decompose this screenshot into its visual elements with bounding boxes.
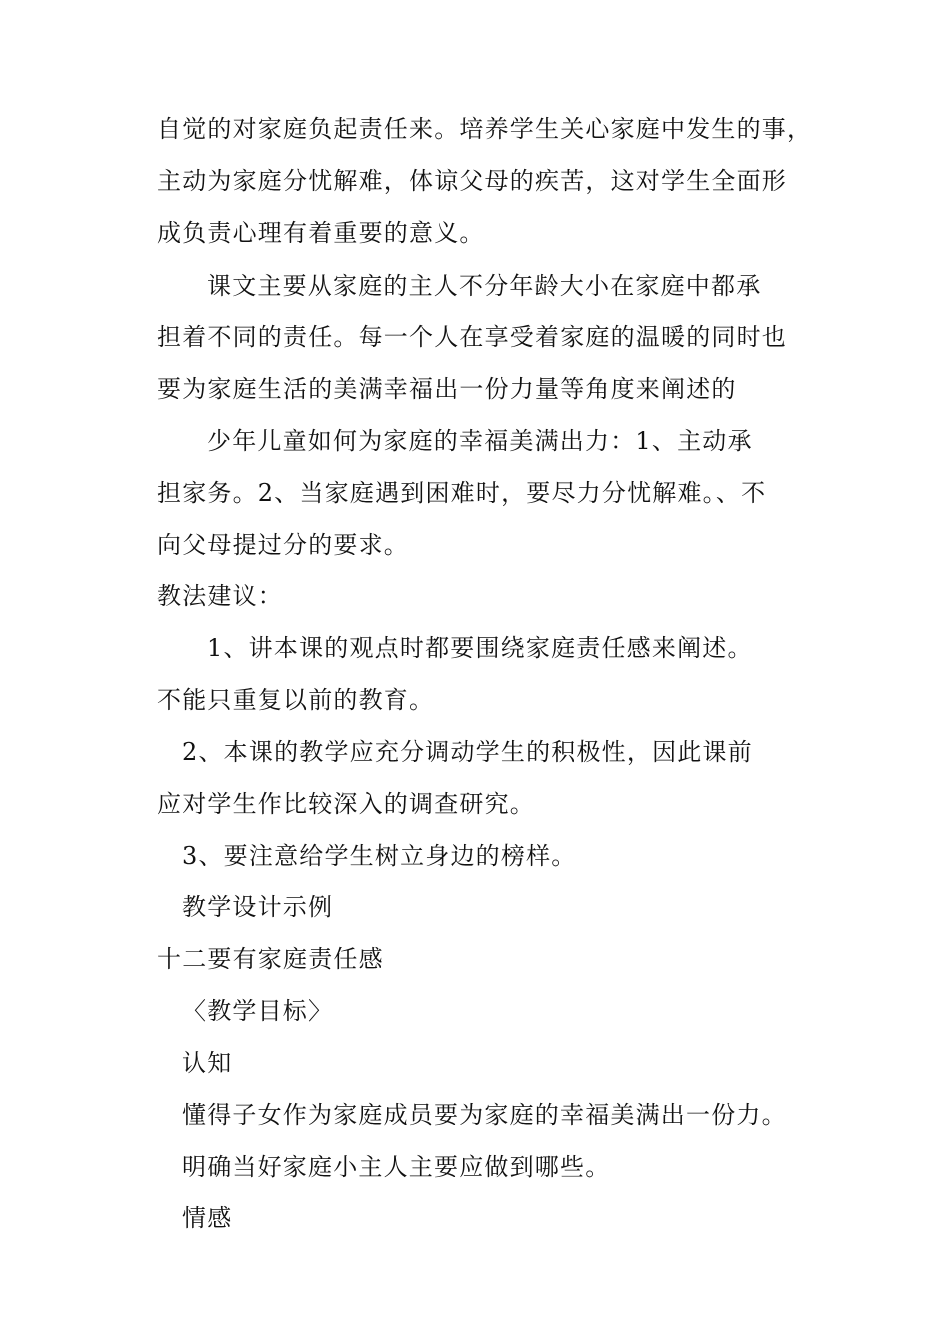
text-line: 主动为家庭分忧解难，体谅父母的疾苦，这对学生全面形 [157,167,787,195]
text-line: 成负责心理有着重要的意义。 [157,219,485,247]
text-line: 要为家庭生活的美满幸福出一份力量等角度来阐述的 [157,375,737,403]
text-line: 应对学生作比较深入的调查研究。 [157,790,535,818]
text-line: 担着不同的责任。每一个人在享受着家庭的温暖的同时也 [157,323,787,351]
text-line: 2、本课的教学应充分调动学生的积极性，因此课前 [182,738,753,766]
text-line: 1、讲本课的观点时都要围绕家庭责任感来阐述。 [207,634,753,662]
subsection-heading: 情感 [182,1204,233,1232]
subsection-heading: 认知 [182,1049,233,1077]
lesson-title: 十二要有家庭责任感 [157,945,384,973]
text-line: 不能只重复以前的教育。 [157,686,435,714]
text-line: 课文主要从家庭的主人不分年龄大小在家庭中都承 [207,272,762,300]
text-line: 懂得子女作为家庭成员要为家庭的幸福美满出一份力。 [182,1101,787,1129]
text-line: 向父母提过分的要求。 [157,531,409,559]
text-line: 自觉的对家庭负起责任来。培养学生关心家庭中发生的事， [157,115,813,143]
section-heading: 教学设计示例 [182,893,334,921]
section-heading: 教法建议： [157,582,283,610]
text-line: 明确当好家庭小主人主要应做到哪些。 [182,1153,611,1181]
text-line: 3、要注意给学生树立身边的榜样。 [182,842,577,870]
text-line: 少年儿童如何为家庭的幸福美满出力：1、主动承 [207,427,753,455]
text-line: 担家务。2、当家庭遇到困难时，要尽力分忧解难。、不 [157,479,767,507]
section-heading: 〈教学目标〉 [182,997,334,1025]
